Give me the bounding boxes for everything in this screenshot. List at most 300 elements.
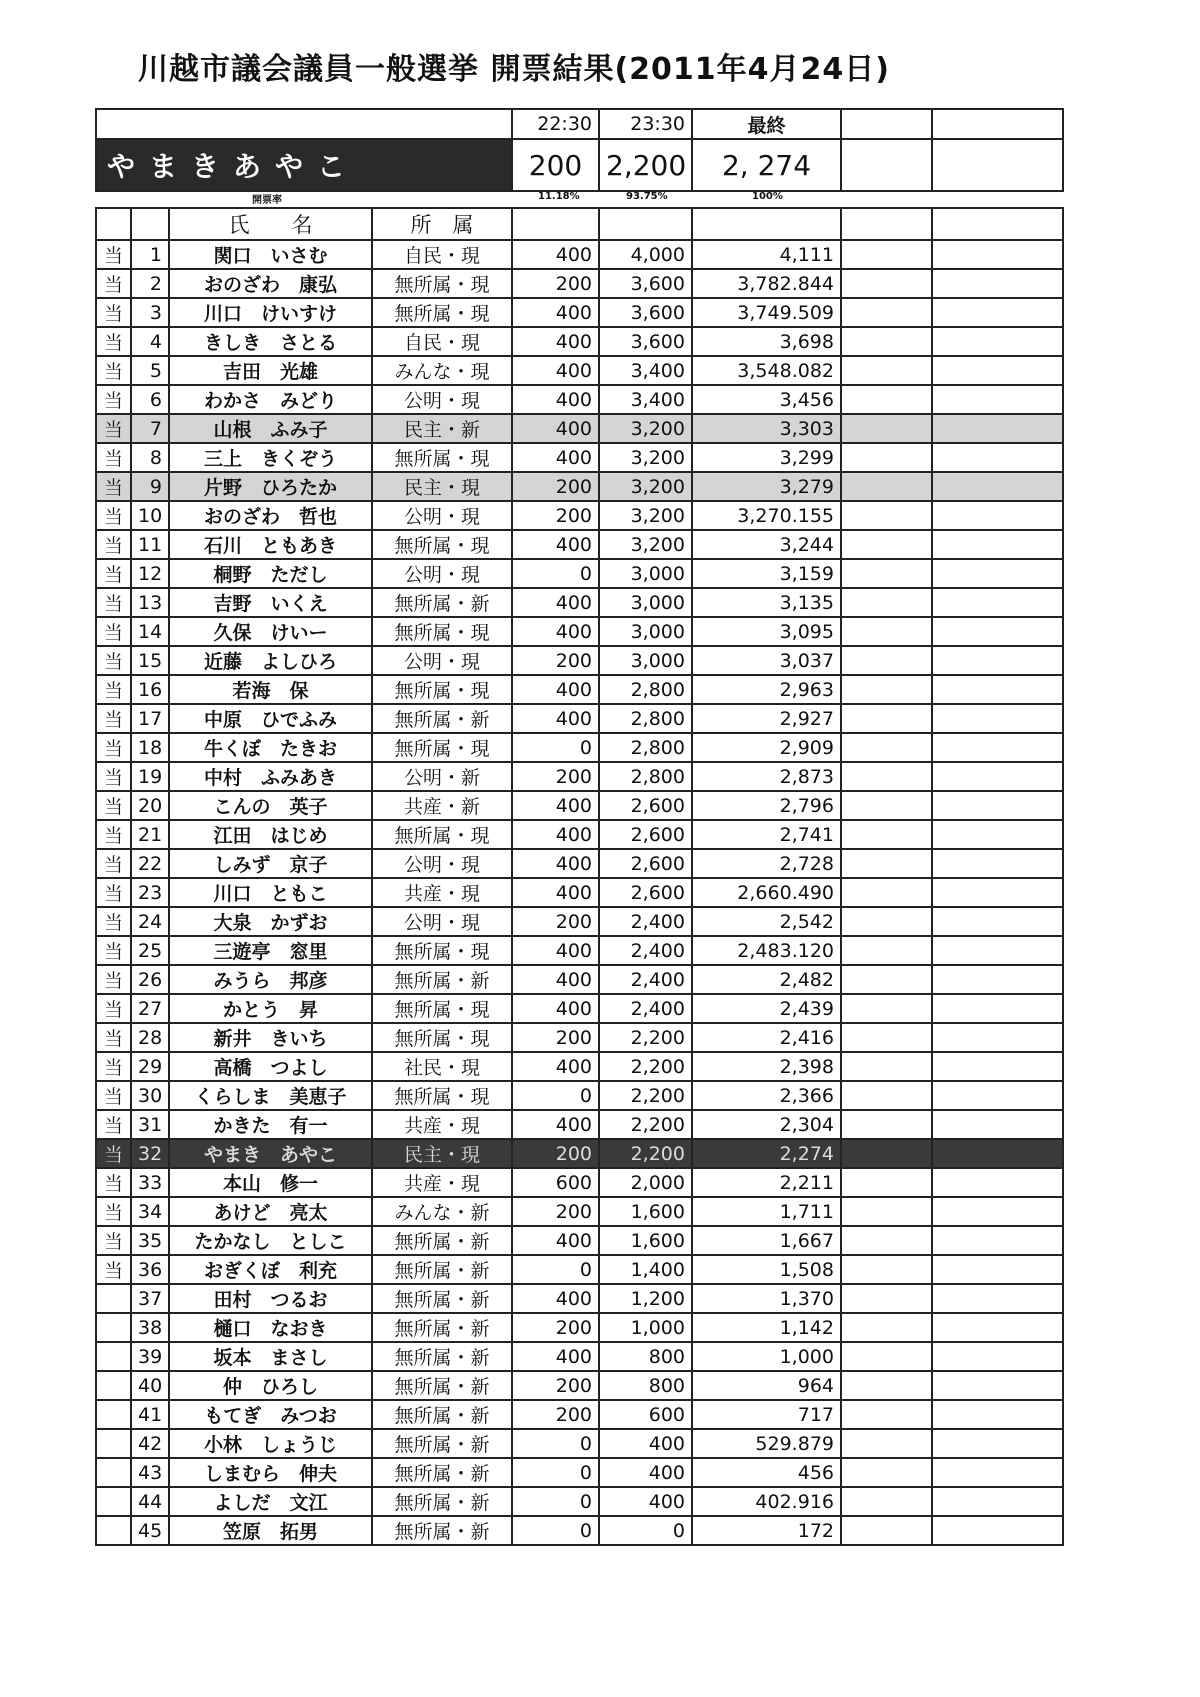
- candidate-name: 吉田 光雄: [169, 356, 372, 385]
- blank-cell: [932, 530, 1063, 559]
- blank-cell: [841, 675, 932, 704]
- votes-final: 3,135: [692, 588, 841, 617]
- blank-cell: [932, 559, 1063, 588]
- elected-mark: 当: [96, 1197, 131, 1226]
- votes-2330: 400: [599, 1487, 692, 1516]
- elected-mark: 当: [96, 414, 131, 443]
- elected-mark: 当: [96, 1168, 131, 1197]
- rank-number: 24: [131, 907, 169, 936]
- votes-2330: 3,600: [599, 298, 692, 327]
- votes-2230: 400: [512, 530, 599, 559]
- elected-mark: 当: [96, 1081, 131, 1110]
- blank-cell: [841, 1023, 932, 1052]
- party-status: 共産・現: [372, 1110, 512, 1139]
- votes-final: 2,304: [692, 1110, 841, 1139]
- votes-2330: 3,200: [599, 443, 692, 472]
- votes-final: 3,159: [692, 559, 841, 588]
- blank-cell: [841, 1110, 932, 1139]
- rank-number: 27: [131, 994, 169, 1023]
- votes-final: 2,483.120: [692, 936, 841, 965]
- blank-cell: [932, 240, 1063, 269]
- candidate-name: しまむら 伸夫: [169, 1458, 372, 1487]
- blank-cell: [932, 1081, 1063, 1110]
- elected-mark: 当: [96, 588, 131, 617]
- elected-mark: 当: [96, 530, 131, 559]
- votes-2330: 3,000: [599, 559, 692, 588]
- elected-mark: [96, 1487, 131, 1516]
- blank-cell: [932, 994, 1063, 1023]
- blank-cell: [841, 1516, 932, 1545]
- blank-cell: [932, 1487, 1063, 1516]
- votes-2230: 400: [512, 965, 599, 994]
- candidate-name: 三上 きくぞう: [169, 443, 372, 472]
- blank-cell: [841, 1168, 932, 1197]
- rank-number: 36: [131, 1255, 169, 1284]
- candidate-name: おのざわ 哲也: [169, 501, 372, 530]
- votes-2230: 400: [512, 994, 599, 1023]
- blank-cell: [96, 109, 512, 139]
- votes-final: 529.879: [692, 1429, 841, 1458]
- votes-final: 3,698: [692, 327, 841, 356]
- candidate-name: かとう 昇: [169, 994, 372, 1023]
- blank-cell: [932, 907, 1063, 936]
- elected-mark: 当: [96, 472, 131, 501]
- party-status: 民主・現: [372, 1139, 512, 1168]
- votes-final: 2,366: [692, 1081, 841, 1110]
- blank-cell: [932, 791, 1063, 820]
- elected-mark: [96, 1400, 131, 1429]
- votes-final: 3,456: [692, 385, 841, 414]
- blank-cell: [841, 414, 932, 443]
- rank-number: 33: [131, 1168, 169, 1197]
- table-row: [96, 1081, 1063, 1110]
- votes-2230: 400: [512, 820, 599, 849]
- blank-cell: [841, 617, 932, 646]
- blank-cell: [932, 849, 1063, 878]
- votes-final: 964: [692, 1371, 841, 1400]
- votes-2330: 2,200: [599, 1110, 692, 1139]
- blank-cell: [841, 269, 932, 298]
- blank-cell: [841, 327, 932, 356]
- party-status: みんな・現: [372, 356, 512, 385]
- votes-2230: 400: [512, 936, 599, 965]
- votes-2230: 200: [512, 1400, 599, 1429]
- elected-mark: 当: [96, 791, 131, 820]
- elected-mark: [96, 1313, 131, 1342]
- time-header: 22:30: [512, 109, 599, 139]
- party-status: 公明・現: [372, 907, 512, 936]
- votes-2230: 200: [512, 1371, 599, 1400]
- table-row: [96, 1284, 1063, 1313]
- votes-2230: 400: [512, 327, 599, 356]
- rate-value: 100%: [752, 191, 783, 202]
- blank-cell: [932, 820, 1063, 849]
- votes-2330: 2,600: [599, 820, 692, 849]
- table-row: [96, 1429, 1063, 1458]
- table-row: [96, 704, 1063, 733]
- votes-final: 2,728: [692, 849, 841, 878]
- blank-cell: [932, 1197, 1063, 1226]
- table-row: [96, 588, 1063, 617]
- blank-cell: [932, 704, 1063, 733]
- rank-number: 30: [131, 1081, 169, 1110]
- results-table: [95, 207, 1064, 1546]
- party-status: 公明・現: [372, 385, 512, 414]
- blank-cell: [841, 704, 932, 733]
- votes-2330: 3,600: [599, 327, 692, 356]
- candidate-name: もてぎ みつお: [169, 1400, 372, 1429]
- votes-2330: 3,200: [599, 472, 692, 501]
- party-status: 無所属・新: [372, 1342, 512, 1371]
- votes-final: 2,741: [692, 820, 841, 849]
- rank-number: 3: [131, 298, 169, 327]
- votes-final: 2,660.490: [692, 878, 841, 907]
- rank-number: 29: [131, 1052, 169, 1081]
- votes-2230: 400: [512, 849, 599, 878]
- rank-number: 4: [131, 327, 169, 356]
- votes-2230: 600: [512, 1168, 599, 1197]
- vote-count: 2,200: [599, 139, 692, 191]
- candidate-name: 牛くぼ たきお: [169, 733, 372, 762]
- party-status: 無所属・新: [372, 1255, 512, 1284]
- table-row: [96, 530, 1063, 559]
- votes-final: 3,303: [692, 414, 841, 443]
- candidate-name: 中村 ふみあき: [169, 762, 372, 791]
- votes-2330: 3,600: [599, 269, 692, 298]
- rank-number: 22: [131, 849, 169, 878]
- elected-mark: 当: [96, 1226, 131, 1255]
- candidate-name: 大泉 かずお: [169, 907, 372, 936]
- blank-cell: [932, 878, 1063, 907]
- blank-cell: [841, 1313, 932, 1342]
- elected-mark: 当: [96, 240, 131, 269]
- candidate-name: おのざわ 康弘: [169, 269, 372, 298]
- blank-cell: [841, 994, 932, 1023]
- table-row: [96, 501, 1063, 530]
- candidate-name: 山根 ふみ子: [169, 414, 372, 443]
- table-row: [96, 1052, 1063, 1081]
- votes-2330: 2,800: [599, 733, 692, 762]
- rank-number: 12: [131, 559, 169, 588]
- candidate-name: 坂本 まさし: [169, 1342, 372, 1371]
- blank-cell: [841, 849, 932, 878]
- table-row: [96, 472, 1063, 501]
- candidate-name: 若海 保: [169, 675, 372, 704]
- table-row: [96, 298, 1063, 327]
- votes-2330: 4,000: [599, 240, 692, 269]
- table-row: [96, 240, 1063, 269]
- votes-2330: 2,400: [599, 907, 692, 936]
- candidate-name: たかなし としこ: [169, 1226, 372, 1255]
- blank-cell: [841, 240, 932, 269]
- candidate-name: 田村 つるお: [169, 1284, 372, 1313]
- blank-cell: [841, 1429, 932, 1458]
- blank-cell: [932, 1168, 1063, 1197]
- votes-2230: 0: [512, 733, 599, 762]
- candidate-name: 笠原 拓男: [169, 1516, 372, 1545]
- votes-final: 3,548.082: [692, 356, 841, 385]
- blank-cell: [932, 646, 1063, 675]
- candidate-name: 片野 ひろたか: [169, 472, 372, 501]
- summary-table: [95, 108, 1064, 192]
- party-status: 無所属・現: [372, 269, 512, 298]
- table-row: [96, 617, 1063, 646]
- votes-2230: 200: [512, 1139, 599, 1168]
- rank-number: 32: [131, 1139, 169, 1168]
- party-status: 共産・新: [372, 791, 512, 820]
- rate-value: 93.75%: [626, 191, 668, 202]
- blank-cell: [932, 1313, 1063, 1342]
- blank-cell: [841, 646, 932, 675]
- table-row: [96, 820, 1063, 849]
- rank-number: 39: [131, 1342, 169, 1371]
- rank-number: 35: [131, 1226, 169, 1255]
- elected-mark: 当: [96, 559, 131, 588]
- party-status: 無所属・現: [372, 733, 512, 762]
- blank-cell: [932, 443, 1063, 472]
- rank-number: 38: [131, 1313, 169, 1342]
- rank-number: 23: [131, 878, 169, 907]
- elected-mark: 当: [96, 675, 131, 704]
- blank-cell: [841, 733, 932, 762]
- votes-final: 3,299: [692, 443, 841, 472]
- votes-final: 717: [692, 1400, 841, 1429]
- votes-final: 2,796: [692, 791, 841, 820]
- rate-value: 11.18%: [538, 191, 580, 202]
- votes-final: 402.916: [692, 1487, 841, 1516]
- elected-mark: [96, 1284, 131, 1313]
- elected-mark: 当: [96, 936, 131, 965]
- blank-cell: [932, 385, 1063, 414]
- vote-count: 2, 274: [692, 139, 841, 191]
- elected-mark: 当: [96, 1023, 131, 1052]
- votes-final: 3,270.155: [692, 501, 841, 530]
- votes-2230: 400: [512, 1342, 599, 1371]
- table-row: [96, 1400, 1063, 1429]
- candidate-name: 本山 修一: [169, 1168, 372, 1197]
- party-status: 無所属・現: [372, 443, 512, 472]
- party-status: 無所属・新: [372, 1458, 512, 1487]
- candidate-name: みうら 邦彦: [169, 965, 372, 994]
- votes-2330: 2,600: [599, 849, 692, 878]
- votes-2230: 0: [512, 1487, 599, 1516]
- votes-2230: 200: [512, 907, 599, 936]
- votes-2230: 400: [512, 878, 599, 907]
- rank-number: 43: [131, 1458, 169, 1487]
- votes-final: 1,667: [692, 1226, 841, 1255]
- party-status: 公明・新: [372, 762, 512, 791]
- votes-2330: 400: [599, 1429, 692, 1458]
- blank-cell: [841, 298, 932, 327]
- votes-2230: 400: [512, 443, 599, 472]
- blank-cell: [932, 588, 1063, 617]
- page-title: 川越市議会議員一般選挙 開票結果(2011年4月24日): [138, 52, 890, 87]
- votes-2230: 200: [512, 501, 599, 530]
- elected-mark: 当: [96, 704, 131, 733]
- blank-cell: [932, 1052, 1063, 1081]
- table-row: [96, 646, 1063, 675]
- elected-mark: 当: [96, 617, 131, 646]
- party-status: 無所属・新: [372, 1284, 512, 1313]
- blank-cell: [841, 1052, 932, 1081]
- blank-cell: [932, 1400, 1063, 1429]
- votes-final: 2,927: [692, 704, 841, 733]
- rank-number: 19: [131, 762, 169, 791]
- votes-final: 3,095: [692, 617, 841, 646]
- votes-final: 1,508: [692, 1255, 841, 1284]
- rank-number: 17: [131, 704, 169, 733]
- candidate-name: 三遊亭 窓里: [169, 936, 372, 965]
- votes-2330: 800: [599, 1342, 692, 1371]
- blank-cell: [932, 733, 1063, 762]
- elected-mark: 当: [96, 849, 131, 878]
- elected-mark: 当: [96, 1110, 131, 1139]
- blank-cell: [932, 327, 1063, 356]
- votes-2230: 0: [512, 1081, 599, 1110]
- votes-final: 3,279: [692, 472, 841, 501]
- votes-2230: 400: [512, 414, 599, 443]
- blank-cell: [841, 1197, 932, 1226]
- votes-2230: 400: [512, 356, 599, 385]
- votes-final: 3,782.844: [692, 269, 841, 298]
- votes-2330: 2,800: [599, 762, 692, 791]
- elected-mark: 当: [96, 733, 131, 762]
- votes-2330: 2,200: [599, 1052, 692, 1081]
- candidate-name: やまき あやこ: [169, 1139, 372, 1168]
- candidate-name: おぎくぼ 利充: [169, 1255, 372, 1284]
- table-row: [96, 1226, 1063, 1255]
- blank-cell: [932, 1255, 1063, 1284]
- table-row: [96, 733, 1063, 762]
- elected-mark: 当: [96, 501, 131, 530]
- votes-2330: 2,400: [599, 936, 692, 965]
- votes-2230: 0: [512, 1429, 599, 1458]
- table-row: [96, 791, 1063, 820]
- table-row: [96, 849, 1063, 878]
- candidate-name: 樋口 なおき: [169, 1313, 372, 1342]
- votes-2230: 200: [512, 472, 599, 501]
- rank-number: 42: [131, 1429, 169, 1458]
- elected-mark: 当: [96, 762, 131, 791]
- table-row: [96, 1487, 1063, 1516]
- candidate-name: わかさ みどり: [169, 385, 372, 414]
- elected-mark: 当: [96, 327, 131, 356]
- party-status: 社民・現: [372, 1052, 512, 1081]
- votes-2230: 200: [512, 269, 599, 298]
- rank-number: 45: [131, 1516, 169, 1545]
- votes-2330: 3,000: [599, 588, 692, 617]
- blank-cell: [932, 1371, 1063, 1400]
- votes-2330: 600: [599, 1400, 692, 1429]
- party-status: 無所属・現: [372, 1081, 512, 1110]
- party-status: 無所属・新: [372, 1400, 512, 1429]
- votes-2330: 1,200: [599, 1284, 692, 1313]
- votes-2230: 200: [512, 646, 599, 675]
- votes-2330: 400: [599, 1458, 692, 1487]
- party-status: 無所属・新: [372, 1226, 512, 1255]
- rate-label: 開票率: [252, 195, 282, 206]
- votes-2330: 3,200: [599, 530, 692, 559]
- blank-cell: [932, 1429, 1063, 1458]
- votes-2230: 0: [512, 1458, 599, 1487]
- rank-number: 7: [131, 414, 169, 443]
- rank-number: 13: [131, 588, 169, 617]
- table-row: [96, 994, 1063, 1023]
- candidate-name: あけど 亮太: [169, 1197, 372, 1226]
- votes-final: 2,873: [692, 762, 841, 791]
- votes-2330: 0: [599, 1516, 692, 1545]
- votes-final: 2,439: [692, 994, 841, 1023]
- table-row: [96, 1255, 1063, 1284]
- votes-final: 3,749.509: [692, 298, 841, 327]
- name-header: 氏 名: [169, 208, 372, 240]
- candidate-name: 石川 ともあき: [169, 530, 372, 559]
- table-row: [96, 385, 1063, 414]
- elected-mark: 当: [96, 385, 131, 414]
- blank-cell: [841, 356, 932, 385]
- rank-number: 8: [131, 443, 169, 472]
- party-status: 無所属・新: [372, 1371, 512, 1400]
- blank-cell: [841, 1487, 932, 1516]
- elected-mark: [96, 1429, 131, 1458]
- elected-mark: 当: [96, 878, 131, 907]
- table-row: [96, 907, 1063, 936]
- votes-2230: 400: [512, 1284, 599, 1313]
- party-status: 無所属・新: [372, 965, 512, 994]
- rank-number: 1: [131, 240, 169, 269]
- blank-cell: [841, 791, 932, 820]
- blank-cell: [841, 501, 932, 530]
- votes-2230: 400: [512, 617, 599, 646]
- votes-2330: 2,400: [599, 994, 692, 1023]
- party-status: 公明・現: [372, 646, 512, 675]
- blank-cell: [932, 617, 1063, 646]
- blank-cell: [932, 675, 1063, 704]
- candidate-name: よしだ 文江: [169, 1487, 372, 1516]
- votes-final: 1,711: [692, 1197, 841, 1226]
- votes-2330: 3,400: [599, 356, 692, 385]
- party-status: 自民・現: [372, 240, 512, 269]
- votes-2330: 2,800: [599, 704, 692, 733]
- table-row: [96, 762, 1063, 791]
- votes-final: 2,416: [692, 1023, 841, 1052]
- table-row: [96, 1110, 1063, 1139]
- time-header: 最終: [692, 109, 841, 139]
- votes-2230: 400: [512, 704, 599, 733]
- votes-2330: 3,000: [599, 617, 692, 646]
- votes-2230: 400: [512, 298, 599, 327]
- blank-cell: [841, 1458, 932, 1487]
- party-status: 無所属・新: [372, 1487, 512, 1516]
- table-row: [96, 1023, 1063, 1052]
- blank-cell: [841, 878, 932, 907]
- candidate-name: 江田 はじめ: [169, 820, 372, 849]
- blank-cell: [932, 936, 1063, 965]
- elected-mark: 当: [96, 356, 131, 385]
- blank-cell: [841, 588, 932, 617]
- votes-final: 2,909: [692, 733, 841, 762]
- table-row: [96, 414, 1063, 443]
- rank-number: 18: [131, 733, 169, 762]
- table-row: [96, 559, 1063, 588]
- candidate-banner: やまきあやこ: [96, 139, 512, 191]
- party-status: 無所属・現: [372, 1023, 512, 1052]
- party-status: 無所属・現: [372, 617, 512, 646]
- table-row: [96, 1168, 1063, 1197]
- votes-2330: 2,200: [599, 1081, 692, 1110]
- blank-cell: [841, 1255, 932, 1284]
- table-row: [96, 675, 1063, 704]
